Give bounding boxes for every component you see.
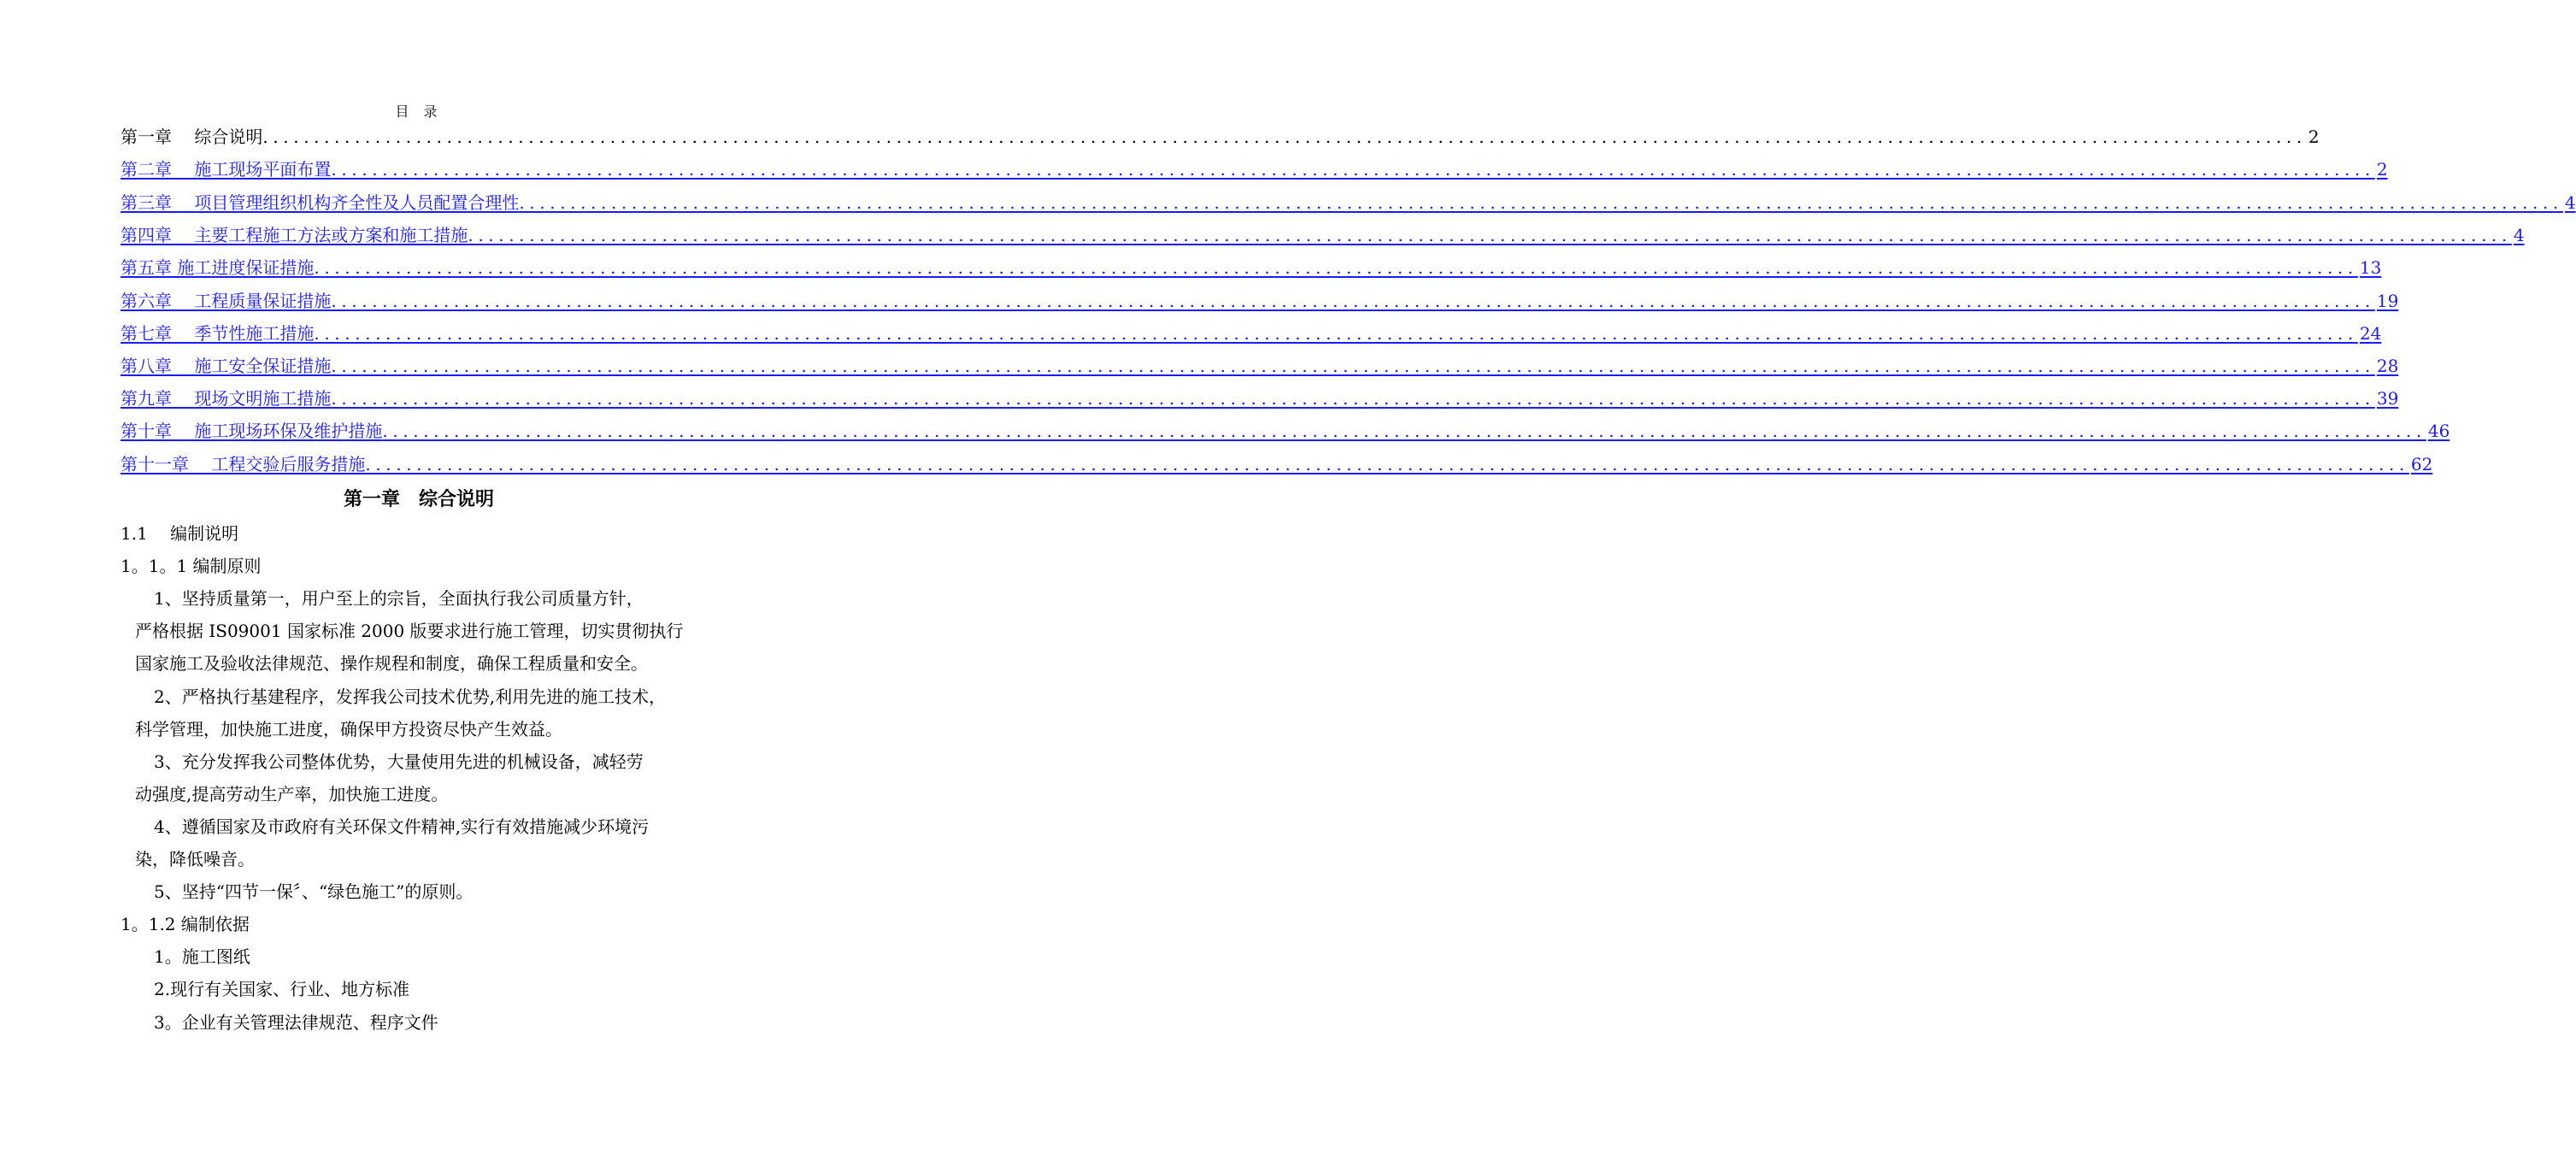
toc-leader-dots: ........................................................................................................................................................................................................ xyxy=(468,225,2512,245)
toc-entry-page-number: 13 xyxy=(2359,257,2382,278)
toc-leader-dots: ........................................................................................................................................................................................................ xyxy=(519,192,2563,213)
paragraph-line: 4、遵循国家及市政府有关环保文件精神,实行有效措施减少环境污 xyxy=(154,816,650,837)
toc-entry[interactable] xyxy=(121,387,2399,410)
toc-entry[interactable] xyxy=(121,420,2450,442)
toc-entry-page-number: 2 xyxy=(2376,159,2388,180)
list-item: 3。企业有关管理法律规范、程序文件 xyxy=(154,1012,438,1033)
toc-entry[interactable] xyxy=(121,192,2576,214)
toc-leader-dots: ........................................................................................................................................................................................................ xyxy=(314,323,2358,344)
toc-entry-page-number: 46 xyxy=(2427,421,2450,441)
toc-leader-dots: ........................................................................................................................................................................................................ xyxy=(382,421,2426,441)
toc-entry-label: 第五章 施工进度保证措施 xyxy=(121,257,315,278)
toc-entry-page-number: 39 xyxy=(2376,388,2399,409)
paragraph-line: 染，降低噪音。 xyxy=(135,849,255,869)
subsection-heading: 1。1.2 编制依据 xyxy=(121,914,250,934)
toc-entry-page-number: 2 xyxy=(2308,127,2320,147)
toc-entry-label: 第八章 施工安全保证措施 xyxy=(121,356,332,376)
toc-entry-label: 第七章 季节性施工措施 xyxy=(121,323,315,344)
paragraph-line: 3、充分发挥我公司整体优势，大量使用先进的机械设备，减轻劳 xyxy=(154,751,644,772)
toc-entry[interactable] xyxy=(121,256,2382,279)
toc-leader-dots: ........................................................................................................................................................................................................ xyxy=(314,257,2358,278)
toc-entry[interactable] xyxy=(121,322,2382,345)
paragraph-line: 2、严格执行基建程序，发挥我公司技术优势,利用先进的施工技术， xyxy=(154,686,667,707)
chapter-heading: 第一章 综合说明 xyxy=(343,489,494,510)
toc-entry[interactable] xyxy=(121,290,2399,312)
list-item: 1。施工图纸 xyxy=(154,946,250,967)
toc-entry xyxy=(121,126,2320,148)
toc-entry[interactable] xyxy=(121,355,2399,377)
toc-entry-label: 第六章 工程质量保证措施 xyxy=(121,291,332,311)
toc-leader-dots: ........................................................................................................................................................................................................ xyxy=(331,291,2375,311)
toc-leader-dots: ........................................................................................................................................................................................................ xyxy=(331,388,2375,409)
toc-leader-dots: ........................................................................................................................................................................................................ xyxy=(331,159,2375,180)
toc-entry-label: 第九章 现场文明施工措施 xyxy=(121,388,332,409)
toc-entry[interactable] xyxy=(121,453,2433,475)
toc-entry-label: 第一章 综合说明 xyxy=(121,127,263,147)
subsection-heading: 1。1。1 编制原则 xyxy=(121,556,262,576)
toc-entry-label: 第二章 施工现场平面布置 xyxy=(121,159,332,180)
section-heading: 1.1 编制说明 xyxy=(121,523,239,544)
toc-entry-label: 第十章 施工现场环保及维护措施 xyxy=(121,421,383,441)
toc-entry-label: 第三章 项目管理组织机构齐全性及人员配置合理性 xyxy=(121,192,520,213)
paragraph-line: 5、坚持“四节一保〞、“绿色施工”的原则。 xyxy=(154,881,473,902)
toc-entry-page-number: 28 xyxy=(2376,356,2399,376)
toc-entry-page-number: 19 xyxy=(2376,291,2399,311)
paragraph-line: 动强度,提高劳动生产率，加快施工进度。 xyxy=(135,784,449,804)
paragraph-line: 严格根据 IS09001 国家标准 2000 版要求进行施工管理，切实贯彻执行 xyxy=(135,621,684,641)
toc-entry-page-number: 4 xyxy=(2564,192,2576,213)
toc-entry[interactable] xyxy=(121,224,2525,246)
toc-leader-dots: ........................................................................................................................................................................................................ xyxy=(331,356,2375,376)
paragraph-line: 1、坚持质量第一，用户至上的宗旨，全面执行我公司质量方针， xyxy=(154,588,644,609)
toc-leader-dots: ........................................................................................................................................................................................................ xyxy=(262,127,2307,147)
list-item: 2.现行有关国家、行业、地方标准 xyxy=(154,979,410,999)
toc-entry[interactable] xyxy=(121,158,2388,180)
paragraph-line: 国家施工及验收法律规范、操作规程和制度，确保工程质量和安全。 xyxy=(135,653,648,674)
toc-leader-dots: ........................................................................................................................................................................................................ xyxy=(365,454,2409,474)
toc-entry-page-number: 24 xyxy=(2359,323,2382,344)
toc-entry-label: 第十一章 工程交验后服务措施 xyxy=(121,454,366,474)
toc-title: 目 录 xyxy=(395,103,443,120)
paragraph-line: 科学管理，加快施工进度，确保甲方投资尽快产生效益。 xyxy=(135,719,562,739)
toc-entry-label: 第四章 主要工程施工方法或方案和施工措施 xyxy=(121,225,468,245)
toc-entry-page-number: 4 xyxy=(2513,225,2525,245)
toc-entry-page-number: 62 xyxy=(2410,454,2433,474)
